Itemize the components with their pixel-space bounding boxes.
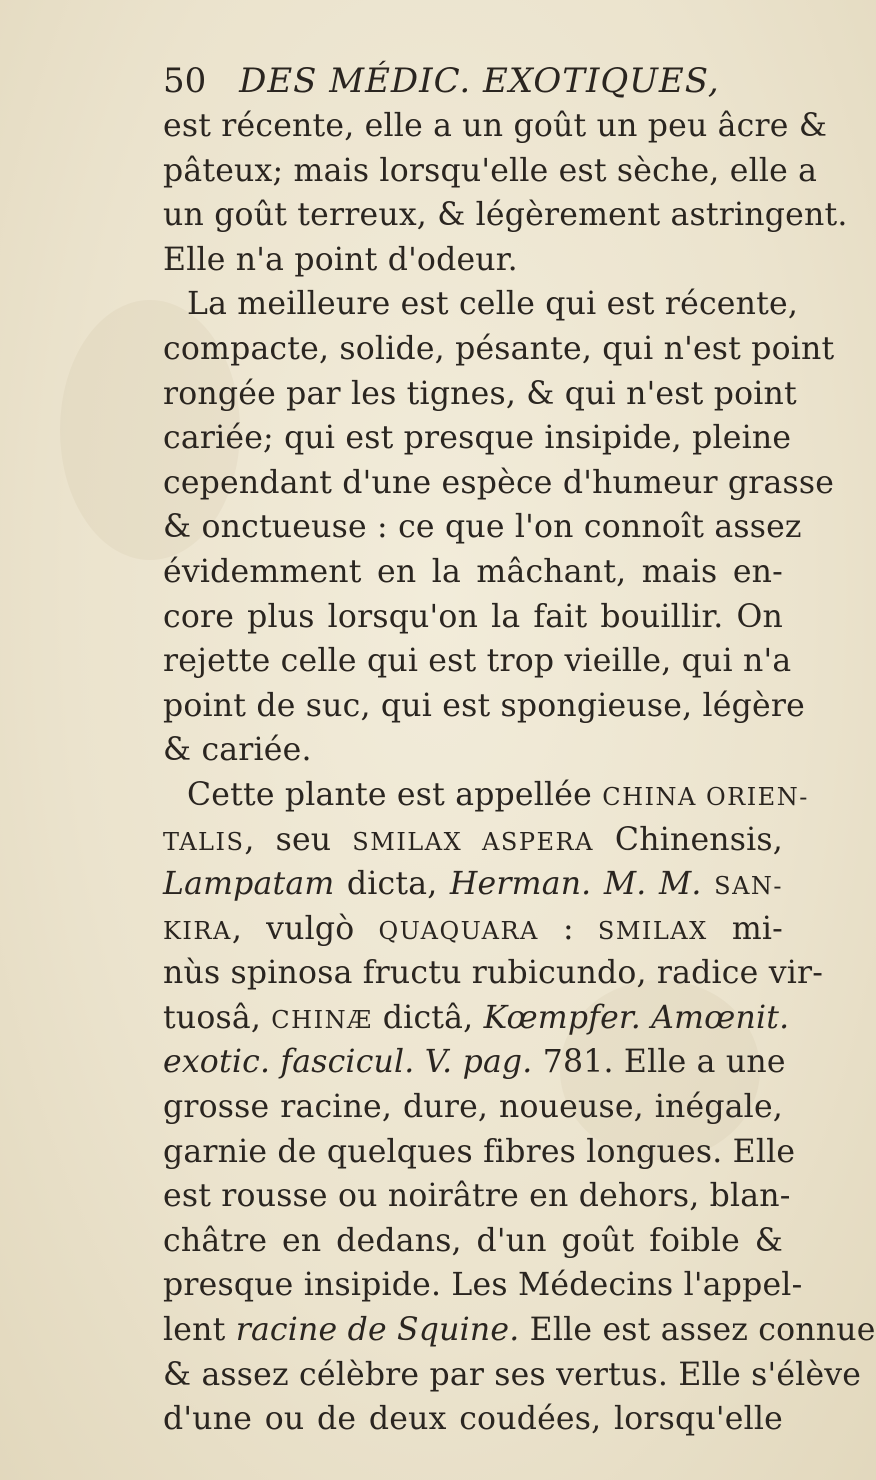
text-line <box>163 907 783 952</box>
text-line <box>163 996 790 1041</box>
text-segment: nùs spinosa fructu rubicundo, radice vir- <box>163 955 824 992</box>
text-segment: dictâ, <box>372 999 484 1036</box>
text-segment: est récente, elle a un goût un peu âcre & <box>163 108 828 144</box>
text-segment: & assez célèbre par ses vertus. Elle s'élève <box>163 1356 862 1393</box>
text-line <box>163 461 835 506</box>
text-segment: évidemment en la mâchant, mais en- <box>163 553 783 590</box>
small-caps-text: CHINA ORIEN- <box>602 782 809 811</box>
text-line <box>163 1263 803 1308</box>
text-segment: dicta, <box>334 866 450 903</box>
text-line <box>163 1040 786 1085</box>
small-caps-text: KIRA <box>163 916 232 945</box>
small-caps-text: CHINÆ <box>271 1005 373 1034</box>
body-text <box>163 104 876 1442</box>
text-line <box>163 1130 796 1175</box>
text-segment: lent <box>163 1312 236 1349</box>
text-line <box>163 1219 783 1264</box>
italic-text: exotic. fascicul. V. pag. <box>163 1044 533 1081</box>
small-caps-text: SAN- <box>714 872 784 901</box>
text-segment: presque insipide. Les Médecins l'appel- <box>163 1267 803 1304</box>
text-segment: , seu <box>244 821 353 858</box>
text-segment: châtre en dedans, d'un goût foible & <box>163 1222 783 1259</box>
italic-text: racine de Squine. <box>235 1312 520 1349</box>
text-segment: Elle n'a point d'odeur. <box>163 241 518 278</box>
text-segment <box>702 866 714 902</box>
text-segment: mi- <box>707 910 784 947</box>
text-segment: est rousse ou noirâtre en dehors, blan- <box>163 1178 791 1215</box>
text-segment: un goût terreux, & légèrement astringent. <box>163 197 848 234</box>
small-caps-text: SMILAX <box>597 916 708 945</box>
text-segment: Elle est assez connue <box>519 1312 876 1349</box>
small-caps-text: SMILAX ASPERA <box>352 827 594 856</box>
text-segment: d'une ou de deux coudées, lorsqu'elle <box>163 1401 783 1438</box>
text-line <box>163 550 783 595</box>
text-line <box>163 1174 791 1219</box>
text-segment: & cariée. <box>163 732 312 769</box>
text-segment: grosse racine, dure, noueuse, inégale, <box>163 1089 783 1126</box>
text-line <box>163 193 848 238</box>
text-segment: compacte, solide, pésante, qui n'est point <box>163 330 835 367</box>
text-segment: garnie de quelques fibres longues. Elle <box>163 1133 796 1170</box>
small-caps-text: TALIS <box>163 827 245 856</box>
text-line <box>163 684 805 729</box>
text-line <box>163 773 809 818</box>
text-line <box>163 1085 783 1130</box>
text-line <box>163 1308 876 1353</box>
text-line <box>163 416 792 461</box>
text-segment: Cette plante est appellée <box>187 776 603 813</box>
text-segment: Chinensis, <box>593 821 783 858</box>
italic-text: Kœmpfer. Amœnit. <box>483 999 790 1036</box>
text-segment: core plus lorsqu'on la fait bouillir. On <box>163 598 783 635</box>
text-line <box>163 505 802 550</box>
text-segment: , vulgò <box>231 910 379 947</box>
text-segment: rongée par les tignes, & qui n'est point <box>163 375 797 412</box>
text-line <box>163 951 824 996</box>
text-segment: & onctueuse : ce que l'on connoît assez <box>163 509 802 546</box>
text-line <box>163 282 799 327</box>
text-line <box>163 595 783 640</box>
italic-text: Herman. M. M. <box>449 866 702 903</box>
running-header <box>163 58 763 104</box>
text-line <box>163 728 783 773</box>
text-line <box>163 862 783 907</box>
text-line <box>163 327 835 372</box>
text-segment: cependant d'une espèce d'humeur grasse <box>163 464 835 501</box>
text-segment: pâteux; mais lorsqu'elle est sèche, elle a <box>163 152 818 189</box>
text-line <box>163 238 783 283</box>
text-segment: tuosâ, <box>163 999 272 1036</box>
text-segment: La meilleure est celle qui est récente, <box>187 286 799 323</box>
text-segment: : <box>538 910 598 947</box>
text-segment: cariée; qui est presque insipide, pleine <box>163 420 792 457</box>
text-segment: 781. Elle a une <box>532 1044 786 1081</box>
small-caps-text: QUAQUARA <box>378 916 539 945</box>
text-line <box>163 1353 862 1398</box>
text-line <box>163 818 783 863</box>
page-number: 50 <box>163 61 207 101</box>
text-line <box>163 104 828 149</box>
italic-text: Lampatam <box>163 866 335 903</box>
text-segment: rejette celle qui est trop vieille, qui n'a <box>163 643 792 680</box>
text-segment: point de suc, qui est spongieuse, légère <box>163 687 805 724</box>
text-line <box>163 149 818 194</box>
text-line <box>163 372 797 417</box>
text-line <box>163 639 792 684</box>
running-title: DES MÉDIC. EXOTIQUES, <box>239 61 720 101</box>
text-line <box>163 1397 783 1442</box>
